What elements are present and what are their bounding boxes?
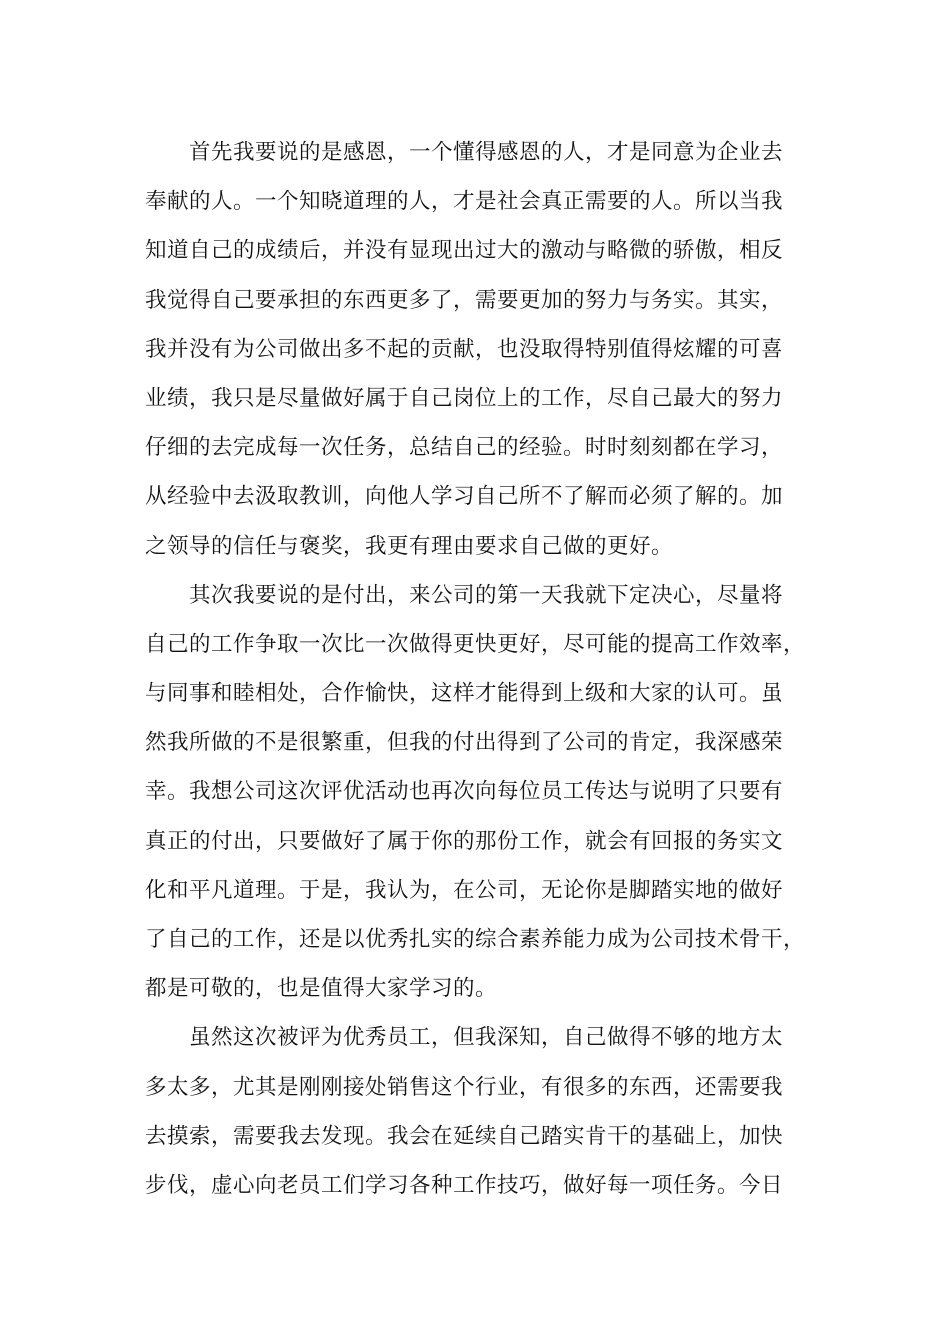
paragraph-line: 知道自己的成绩后，并没有显现出过大的激动与略微的骄傲，相反 [145, 238, 784, 264]
paragraph-line: 奉献的人。一个知晓道理的人，才是社会真正需要的人。所以当我 [145, 189, 784, 215]
paragraph-line: 步伐，虚心向老员工们学习各种工作技巧，做好每一项任务。今日 [145, 1172, 784, 1198]
paragraph-line: 其次我要说的是付出，来公司的第一天我就下定决心，尽量将 [189, 582, 784, 608]
paragraph-line: 自己的工作争取一次比一次做得更快更好，尽可能的提高工作效率， [145, 631, 806, 657]
paragraph-line: 之领导的信任与褒奖，我更有理由要求自己做的更好。 [145, 533, 674, 559]
paragraph-line: 都是可敬的，也是值得大家学习的。 [145, 976, 498, 1002]
paragraph-line: 了自己的工作，还是以优秀扎实的综合素养能力成为公司技术骨干， [145, 927, 806, 952]
paragraph-line: 我并没有为公司做出多不起的贡献，也没取得特别值得炫耀的可喜 [145, 336, 784, 362]
paragraph-line: 业绩，我只是尽量做好属于自己岗位上的工作，尽自己最大的努力 [145, 385, 784, 411]
paragraph-line: 虽然这次被评为优秀员工，但我深知，自己做得不够的地方太 [189, 1025, 784, 1051]
paragraph-line: 多太多，尤其是刚刚接处销售这个行业，有很多的东西，还需要我 [145, 1074, 784, 1100]
paragraph-line: 从经验中去汲取教训，向他人学习自己所不了解而必须了解的。加 [145, 484, 784, 510]
paragraph-line: 化和平凡道理。于是，我认为，在公司，无论你是脚踏实地的做好 [145, 877, 784, 903]
paragraph-line: 真正的付出，只要做好了属于你的那份工作，就会有回报的务实文 [145, 828, 784, 854]
paragraph-line: 我觉得自己要承担的东西更多了，需要更加的努力与务实。其实， [145, 287, 784, 313]
paragraph-line: 与同事和睦相处，合作愉快，这样才能得到上级和大家的认可。虽 [145, 681, 784, 707]
paragraph-line: 去摸索，需要我去发现。我会在延续自己踏实肯干的基础上，加快 [145, 1123, 784, 1149]
document-body [145, 128, 825, 1210]
paragraph-line: 首先我要说的是感恩，一个懂得感恩的人，才是同意为企业去 [189, 140, 784, 165]
paragraph-line: 然我所做的不是很繁重，但我的付出得到了公司的肯定，我深感荣 [145, 730, 784, 756]
paragraph-line: 幸。我想公司这次评优活动也再次向每位员工传达与说明了只要有 [145, 779, 784, 805]
paragraph-line: 仔细的去完成每一次任务，总结自己的经验。时时刻刻都在学习， [145, 435, 784, 461]
